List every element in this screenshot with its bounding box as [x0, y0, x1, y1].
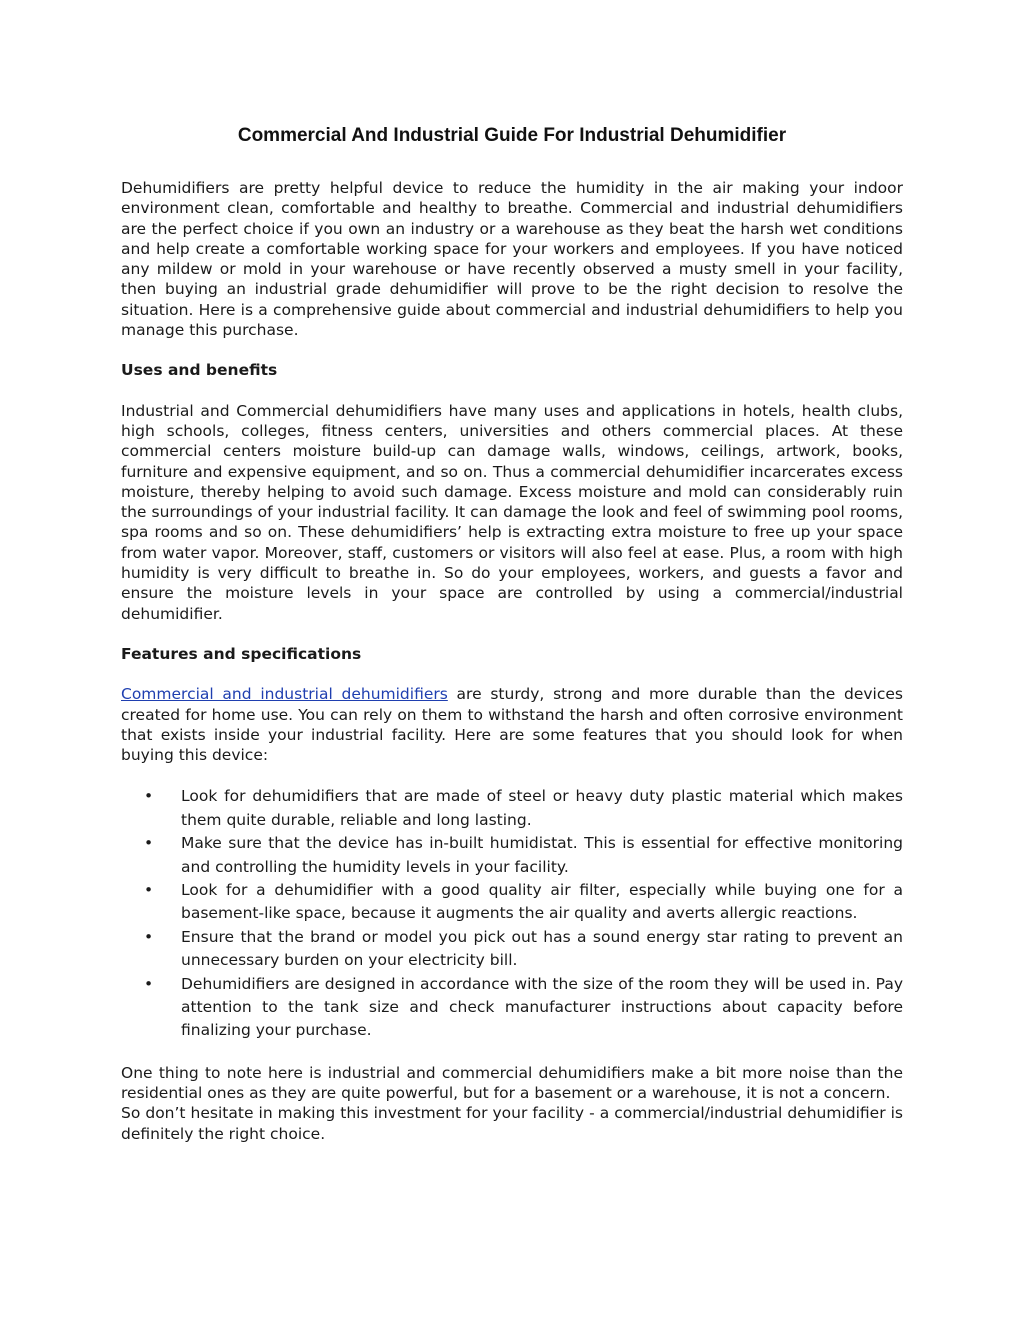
dehumidifiers-link[interactable]: Commercial and industrial dehumidifiers: [121, 685, 448, 704]
list-item-text: Look for a dehumidifier with a good quality air filter, especially while buying one for a basement-like space, because it augments the air quality and averts allergic reactions.: [181, 881, 903, 923]
features-paragraph-text: are sturdy, strong and more durable than the devices created for home use. You can rely on them to withstand the harsh and often corrosive environment that exists inside your industrial facility. Here are some features that you should look for when buying this device:: [121, 685, 903, 765]
list-item: [121, 973, 903, 1043]
document-page: [121, 118, 903, 1144]
list-item-text: Look for dehumidifiers that are made of steel or heavy duty plastic material which makes them quite durable, reliable and long lasting.: [181, 787, 903, 829]
uses-paragraph: Industrial and Commercial dehumidifiers have many uses and applications in hotels, health clubs, high schools, colleges, fitness centers, universities and others commercial places. At these commercial centers moisture build-up can damage walls, windows, ceilings, artwork, books, furniture and expensive equipment, and so on. Thus a commercial dehumidifier incarcerates excess moisture, thereby helping to avoid such damage. Excess moisture and mold can considerably ruin the surroundings of your industrial facility. It can damage the look and feel of swimming pool rooms, spa rooms and so on. These dehumidifiers’ help is extracting extra moisture to free up your space from water vapor. Moreover, staff, customers or visitors will also feel at ease. Plus, a room with high humidity is very difficult to breathe in. So do your employees, workers, and guests a favor and ensure the moisture levels in your space are controlled by using a commercial/industrial dehumidifier.: [121, 401, 903, 623]
intro-paragraph: Dehumidifiers are pretty helpful device to reduce the humidity in the air making your indoor environment clean, comfortable and healthy to breathe. Commercial and industrial dehumidifiers are the perfect choice if you own an industry or a warehouse as they beat the harsh wet conditions and help create a comfortable working space for your workers and employees. If you have noticed any mildew or mold in your warehouse or have recently observed a musty smell in your facility, then buying an industrial grade dehumidifier will prove to be the right decision to resolve the situation. Here is a comprehensive guide about commercial and industrial dehumidifiers to help you manage this purchase.: [121, 179, 903, 340]
list-item-text: Make sure that the device has in-built humidistat. This is essential for effective monitoring and controlling the humidity levels in your facility.: [181, 834, 903, 876]
bullet-icon: •: [144, 834, 154, 853]
page-title: Commercial And Industrial Guide For Industrial Dehumidifier: [237, 125, 787, 146]
list-item-text: Dehumidifiers are designed in accordance with the size of the room they will be used in. Pay attention to the tank size and check manufacturer instructions about capacity before finalizing your purchase.: [181, 974, 903, 1040]
bullet-icon: •: [144, 787, 154, 806]
features-paragraph: [121, 684, 903, 765]
list-item: [121, 926, 903, 973]
list-item-text: Ensure that the brand or model you pick out has a sound energy star rating to prevent an unnecessary burden on your electricity bill.: [181, 927, 903, 970]
uses-heading: Uses and benefits: [121, 361, 278, 380]
list-item: [121, 832, 903, 879]
closing-paragraph: One thing to note here is industrial and commercial dehumidifiers make a bit more noise than the residential ones as they are quite powerful, but for a basement or a warehouse, it is not a concern.: [121, 1063, 903, 1103]
bullet-icon: •: [144, 927, 154, 946]
list-item: [121, 785, 903, 832]
features-heading: Features and specifications: [121, 644, 362, 663]
list-item: [121, 879, 903, 926]
features-list: [121, 785, 903, 1042]
closing-paragraph-final: So don’t hesitate in making this investment for your facility - a commercial/industrial dehumidifier is definitely the right choice.: [121, 1104, 903, 1143]
bullet-icon: •: [144, 974, 154, 993]
bullet-icon: •: [144, 881, 154, 900]
